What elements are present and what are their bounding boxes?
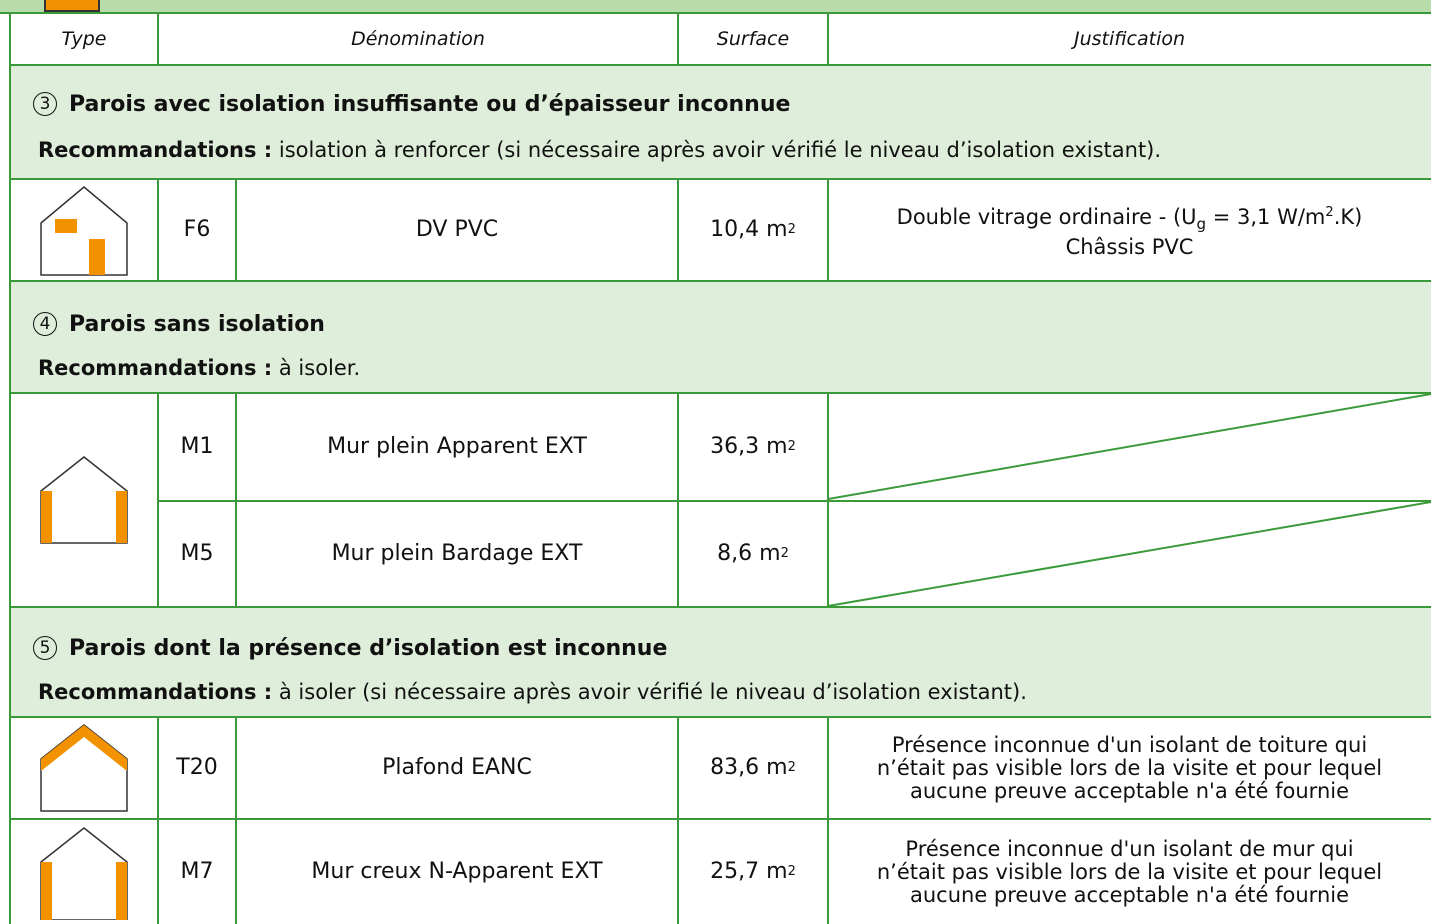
row-name: DV PVC (415, 217, 499, 242)
grid-line (235, 178, 237, 282)
grid-line (677, 392, 679, 608)
grid-line (677, 14, 679, 66)
grid-line (827, 178, 829, 282)
grid-line (235, 716, 237, 924)
row-code: M5 (180, 541, 214, 566)
section-5-recommendation (38, 674, 1418, 710)
grid-line (10, 716, 1431, 718)
reco-text: à isoler (si nécessaire après avoir vérifié le niveau d’isolation existant). (272, 680, 1027, 704)
section-4-recommendation (38, 350, 1418, 386)
grid-line (157, 14, 159, 66)
row-name: Plafond EANC (382, 755, 532, 780)
row-name: Mur plein Bardage EXT (331, 541, 583, 566)
row-name: Mur creux N-Apparent EXT (311, 859, 603, 884)
section-title-text: Parois avec isolation insuffisante ou d’épaisseur inconnue (69, 91, 791, 117)
reco-label: Recommandations : (38, 680, 273, 704)
grid-line (827, 716, 829, 924)
empty-justification-strikes (828, 394, 1431, 606)
row-code: M1 (180, 434, 214, 459)
grid-line (10, 280, 1431, 282)
section-3-title (33, 86, 1413, 122)
section-5-title (33, 630, 1413, 666)
house-walls-icon (10, 820, 158, 924)
row-justification: Présence inconnue d'un isolant de toiture qui n’était pas visible lors de la visite et pour lequel aucune preuve acceptable n'a été fournie (876, 732, 1383, 803)
grid-line (10, 64, 1431, 66)
row-code: T20 (176, 755, 218, 780)
section-title-text: Parois dont la présence d’isolation est inconnue (69, 635, 668, 661)
row-surface: 10,4 m 2 (710, 217, 796, 242)
grid-line (10, 818, 1431, 820)
reco-text: à isoler. (272, 356, 361, 380)
row-surface: 83,6 m 2 (710, 755, 796, 780)
reco-text: isolation à renforcer (si nécessaire après avoir vérifié le niveau d’isolation existant). (272, 138, 1162, 162)
row-surface: 36,3 m 2 (710, 434, 796, 459)
section-3-recommendation (38, 132, 1418, 168)
row-name: Mur plein Apparent EXT (327, 434, 587, 459)
section-number: 3 (33, 92, 57, 116)
grid-line (10, 178, 1431, 180)
grid-line (827, 14, 829, 66)
section-number: 5 (33, 636, 57, 660)
section-number: 4 (33, 312, 57, 336)
grid-line (157, 392, 159, 608)
house-roof-icon (10, 718, 158, 818)
grid-line (235, 392, 237, 608)
grid-line (10, 606, 1431, 608)
header-surface: Surface (716, 28, 790, 50)
header-justification: Justification (1073, 28, 1186, 50)
row-surface: 25,7 m 2 (710, 859, 796, 884)
row-code: F6 (183, 217, 211, 242)
row-justification: Double vitrage ordinaire - ($U_g = 3,1$ $W/m^2.K$) Châssis PVC (896, 204, 1363, 260)
reco-label: Recommandations : (38, 138, 273, 162)
grid-line (677, 716, 679, 924)
section-title-text: Parois sans isolation (69, 311, 325, 337)
house-window-icon (10, 180, 158, 280)
logo-fragment (44, 0, 100, 12)
grid-line (157, 716, 159, 924)
grid-line (9, 14, 11, 924)
row-surface: 8,6 m 2 (717, 541, 789, 566)
house-walls-icon (10, 394, 158, 606)
row-code: M7 (180, 859, 214, 884)
section-4-title (33, 306, 1413, 342)
grid-line (677, 178, 679, 282)
grid-line (157, 178, 159, 282)
header-denomination: Dénomination (351, 28, 485, 50)
reco-label: Recommandations : (38, 356, 273, 380)
row-justification: Présence inconnue d'un isolant de mur qui n’était pas visible lors de la visite et pour lequel aucune preuve acceptable n'a été fournie (876, 836, 1383, 907)
header-type: Type (61, 28, 107, 50)
top-band (0, 0, 1431, 14)
